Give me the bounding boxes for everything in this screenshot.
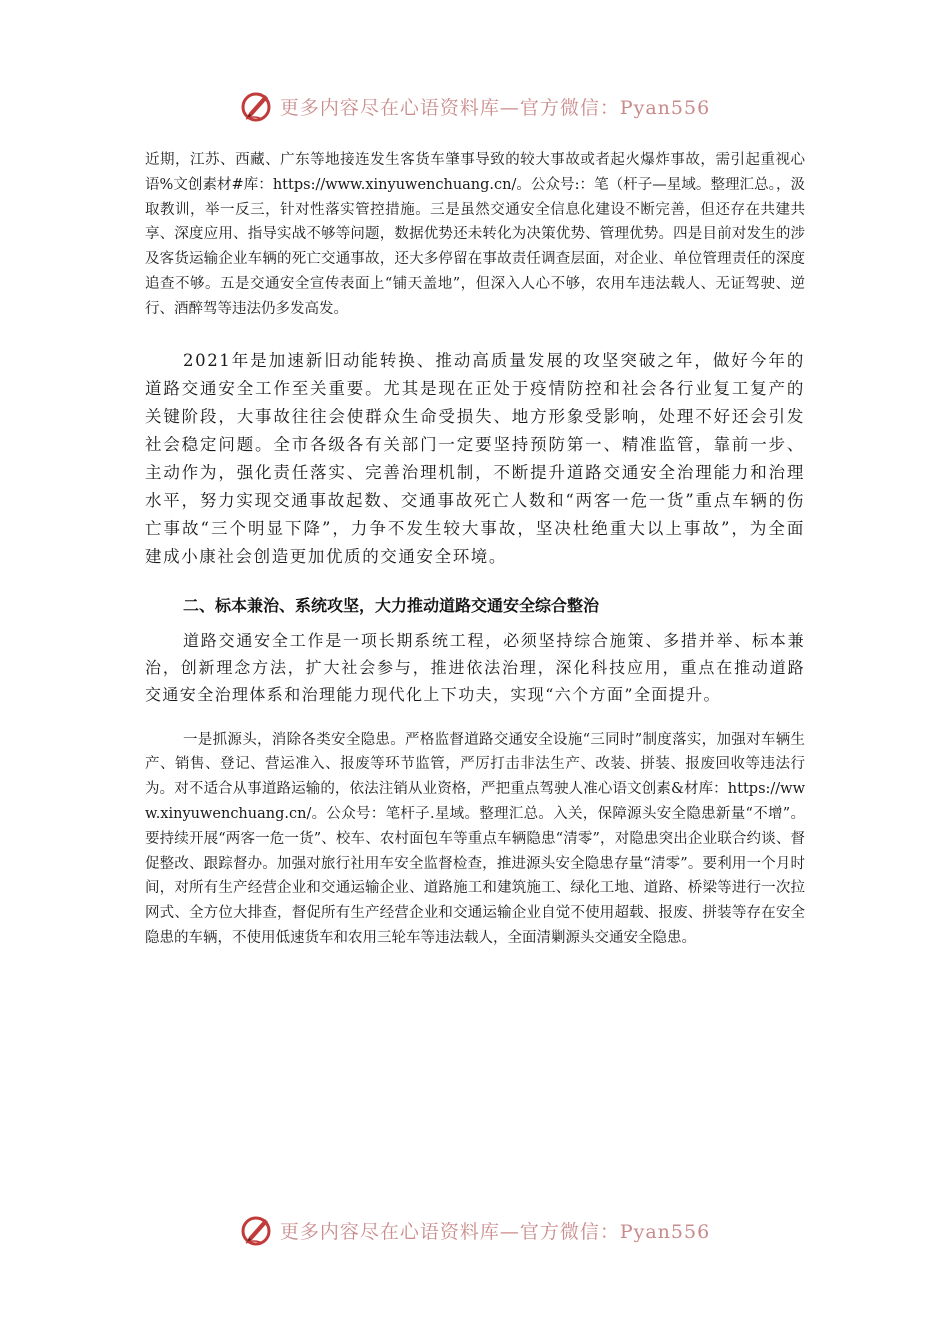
banner-text: 更多内容尽在心语资料库—官方微信：Pyan556 bbox=[279, 96, 711, 119]
header-watermark-banner bbox=[0, 84, 950, 128]
banner-text: 更多内容尽在心语资料库—官方微信：Pyan556 bbox=[279, 1220, 711, 1243]
paragraph-2021-goals: 2021年是加速新旧动能转换、推动高质量发展的攻坚突破之年，做好今年的道路交通安全工作至关重要。尤其是现在正处于疫情防控和社会各行业复工复产的关键阶段，大事故往往会使群众生命受损失、地方形象受影响，处理不好还会引发社会稳定问题。全市各级各有关部门一定要坚持预防第一、精准监管，靠前一步、主动作为，强化责任落实、完善治理机制，不断提升道路交通安全治理能力和治理水平，努力实现交通事故起数、交通事故死亡人数和“两客一危一货”重点车辆的伤亡事故“三个明显下降”，力争不发生较大事故，坚决杜绝重大以上事故”，为全面建成小康社会创造更加优质的交通安全环境。 bbox=[145, 350, 805, 566]
paragraph-source-control: 一是抓源头，消除各类安全隐患。严格监督道路交通安全设施“三同时”制度落实，加强对车辆生产、销售、登记、营运准入、报废等环节监管，严厉打击非法生产、改装、拼装、报废回收等违法行为。对不适合从事道路运输的，依法注销从业资格，严把重点驾驶人准心语文创素&材库：https://www.xinyuwenchuang.cn/。公众号：笔杆子.星域。整理汇总。入关，保障源头安全隐患新量“不增”。要持续开展“两客一危一货”、校车、农村面包车等重点车辆隐患“清零”，对隐患突出企业联合约谈、督促整改、跟踪督办。加强对旅行社用车安全监督检查，推进源头安全隐患存量“清零”。要利用一个月时间，对所有生产经营企业和交通运输企业、道路施工和建筑施工、绿化工地、道路、桥梁等进行一次拉网式、全方位大排查，督促所有生产经营企业和交通运输企业自觉不使用超载、报废、拼装等存在安全隐患的车辆，不使用低速货车和农用三轮车等违法载人，全面清剿源头交通安全隐患。 bbox=[145, 731, 805, 946]
document-body bbox=[145, 148, 805, 951]
footer-watermark-banner bbox=[0, 1208, 950, 1252]
pen-logo-icon bbox=[240, 89, 274, 123]
paragraph-recent-accidents: 近期，江苏、西藏、广东等地接连发生客货车肇事导致的较大事故或者起火爆炸事故，需引起重视心语%文创素材#库：https://www.xinyuwenchuang.cn/。公众号:：笔（杆子—星域。整理汇总。，汲取教训，举一反三，针对性落实管控措施。三是虽然交通安全信息化建设不断完善，但还存在共建共享、深度应用、指导实战不够等问题，数据优势还未转化为决策优势、管理优势。四是目前对发生的涉及客货运输企业车辆的死亡交通事故，还大多停留在事故责任调查层面，对企业、单位管理责任的深度追查不够。五是交通安全宣传表面上“铺天盖地”，但深入人心不够，农用车违法载人、无证驾驶、逆行、酒醉驾等违法仍多发高发。 bbox=[145, 152, 805, 317]
section-heading-two: 二、标本兼治、系统攻坚，大力推动道路交通安全综合整治 bbox=[183, 595, 600, 615]
pen-logo-icon bbox=[240, 1213, 274, 1247]
paragraph-systematic-governance: 道路交通安全工作是一项长期系统工程，必须坚持综合施策、多措并举、标本兼治，创新理念方法，扩大社会参与，推进依法治理，深化科技应用，重点在推动道路交通安全治理体系和治理能力现代化上下功夫，实现“六个方面”全面提升。 bbox=[145, 630, 805, 704]
